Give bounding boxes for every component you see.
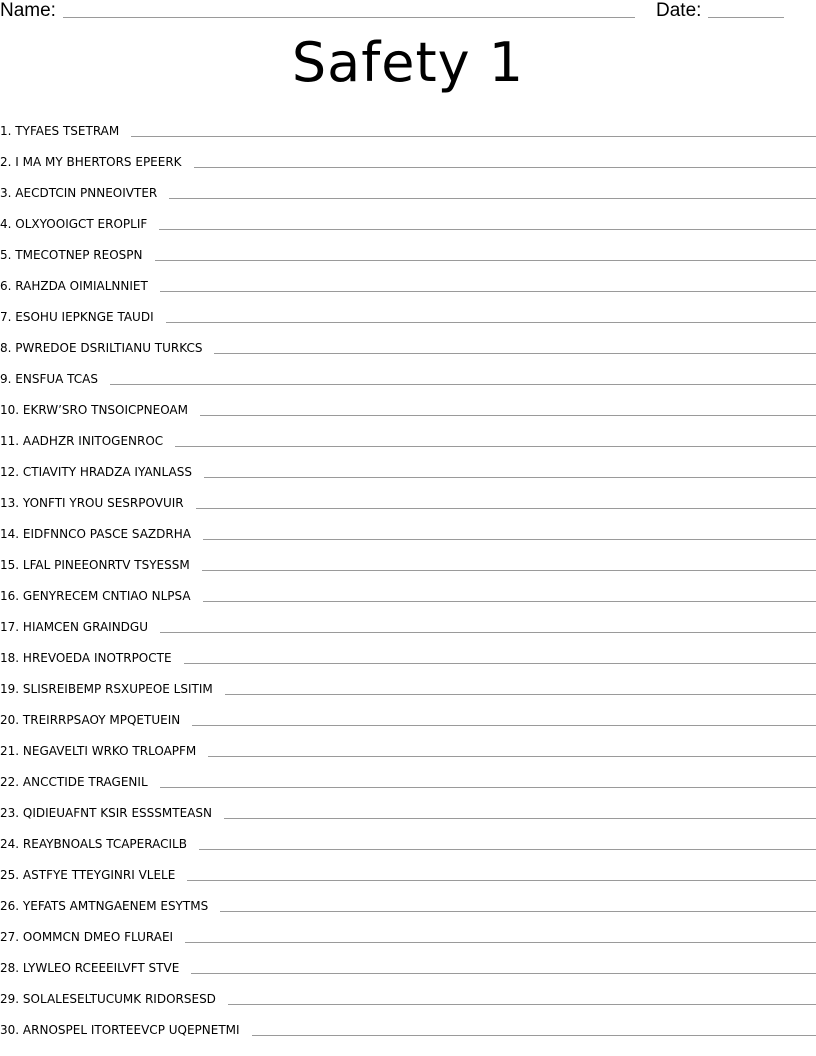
item-number: 28. xyxy=(0,961,20,975)
scrambled-word-label xyxy=(0,743,208,760)
scrambled-word-label xyxy=(0,433,175,450)
scrambled-text: TREIRRPSAOY MPQETUEIN xyxy=(22,713,181,727)
scrambled-word-label xyxy=(0,774,160,791)
answer-line[interactable] xyxy=(169,198,816,199)
list-item xyxy=(0,390,816,421)
answer-line[interactable] xyxy=(160,632,816,633)
answer-line[interactable] xyxy=(160,787,816,788)
list-item xyxy=(0,111,816,142)
list-item xyxy=(0,700,816,731)
scrambled-text: ARNOSPEL ITORTEEVCP UQEPNETMI xyxy=(22,1023,240,1037)
scrambled-text: ANCCTIDE TRAGENIL xyxy=(22,775,148,789)
list-item xyxy=(0,142,816,173)
scrambled-text: HIAMCEN GRAINDGU xyxy=(22,620,148,634)
scrambled-text: LFAL PINEEONRTV TSYESSM xyxy=(22,558,190,572)
scrambled-text: AADHZR INITOGENROC xyxy=(22,434,164,448)
scrambled-word-label xyxy=(0,1022,252,1039)
scrambled-text: PWREDOE DSRILTIANU TURKCS xyxy=(15,341,203,355)
scrambled-text: GENYRECEM CNTIAO NLPSA xyxy=(22,589,191,603)
list-item xyxy=(0,855,816,886)
scrambled-word-label xyxy=(0,247,155,264)
list-item xyxy=(0,979,816,1010)
scrambled-text: HREVOEDA INOTRPOCTE xyxy=(22,651,172,665)
list-item xyxy=(0,452,816,483)
list-item xyxy=(0,328,816,359)
answer-line[interactable] xyxy=(204,477,816,478)
item-number: 12. xyxy=(0,465,20,479)
scrambled-word-label xyxy=(0,805,224,822)
answer-line[interactable] xyxy=(203,539,816,540)
answer-line[interactable] xyxy=(225,694,816,695)
list-item xyxy=(0,483,816,514)
scrambled-word-label xyxy=(0,526,203,543)
scrambled-word-label xyxy=(0,588,203,605)
item-number: 5. xyxy=(0,248,12,262)
item-number: 23. xyxy=(0,806,20,820)
answer-line[interactable] xyxy=(185,942,816,943)
scrambled-text: OOMMCN DMEO FLURAEI xyxy=(22,930,174,944)
answer-line[interactable] xyxy=(202,570,816,571)
item-number: 2. xyxy=(0,155,12,169)
list-item xyxy=(0,886,816,917)
item-number: 3. xyxy=(0,186,12,200)
list-item xyxy=(0,173,816,204)
scrambled-word-label xyxy=(0,340,214,357)
item-number: 11. xyxy=(0,434,20,448)
list-item xyxy=(0,1010,816,1041)
answer-line[interactable] xyxy=(191,973,816,974)
answer-line[interactable] xyxy=(199,849,816,850)
answer-line[interactable] xyxy=(214,353,816,354)
scrambled-text: ESOHU IEPKNGE TAUDI xyxy=(15,310,154,324)
scrambled-text: YONFTI YROU SESRPOVUIR xyxy=(22,496,184,510)
answer-line[interactable] xyxy=(196,508,816,509)
answer-line[interactable] xyxy=(175,446,816,447)
list-item xyxy=(0,793,816,824)
item-number: 15. xyxy=(0,558,20,572)
item-number: 6. xyxy=(0,279,12,293)
list-item xyxy=(0,421,816,452)
item-number: 7. xyxy=(0,310,12,324)
answer-line[interactable] xyxy=(208,756,816,757)
answer-line[interactable] xyxy=(224,818,816,819)
scrambled-word-label xyxy=(0,123,131,140)
item-number: 19. xyxy=(0,682,20,696)
item-number: 18. xyxy=(0,651,20,665)
scrambled-text: OLXYOOIGCT EROPLIF xyxy=(15,217,148,231)
answer-line[interactable] xyxy=(110,384,816,385)
name-label: Name: xyxy=(0,0,56,21)
item-number: 30. xyxy=(0,1023,20,1037)
scrambled-text: TYFAES TSETRAM xyxy=(15,124,120,138)
scrambled-text: EKRW’SRO TNSOICPNEOAM xyxy=(22,403,188,417)
scrambled-text: NEGAVELTI WRKO TRLOAPFM xyxy=(22,744,197,758)
item-number: 16. xyxy=(0,589,20,603)
item-number: 24. xyxy=(0,837,20,851)
list-item xyxy=(0,576,816,607)
answer-line[interactable] xyxy=(166,322,816,323)
scrambled-word-label xyxy=(0,619,160,636)
list-item xyxy=(0,204,816,235)
scrambled-text: YEFATS AMTNGAENEM ESYTMS xyxy=(22,899,209,913)
scrambled-text: ENSFUA TCAS xyxy=(15,372,98,386)
scrambled-word-label xyxy=(0,836,199,853)
list-item xyxy=(0,545,816,576)
list-item xyxy=(0,297,816,328)
list-item xyxy=(0,607,816,638)
scrambled-word-label xyxy=(0,681,225,698)
worksheet-header xyxy=(0,0,816,26)
scrambled-text: CTIAVITY HRADZA IYANLASS xyxy=(22,465,192,479)
list-item xyxy=(0,669,816,700)
answer-line[interactable] xyxy=(220,911,816,912)
answer-line[interactable] xyxy=(194,167,816,168)
scrambled-text: EIDFNNCO PASCE SAZDRHA xyxy=(22,527,191,541)
item-number: 21. xyxy=(0,744,20,758)
scrambled-word-label xyxy=(0,867,187,884)
scrambled-word-label xyxy=(0,495,196,512)
answer-line[interactable] xyxy=(131,136,816,137)
scrambled-text: SOLALESELTUCUMK RIDORSESD xyxy=(22,992,216,1006)
scrambled-word-label xyxy=(0,402,200,419)
item-number: 8. xyxy=(0,341,12,355)
scrambled-word-label xyxy=(0,278,160,295)
scrambled-word-label xyxy=(0,898,220,915)
answer-line[interactable] xyxy=(155,260,816,261)
list-item xyxy=(0,359,816,390)
scrambled-text: RAHZDA OIMIALNNIET xyxy=(15,279,148,293)
scrambled-word-label xyxy=(0,929,185,946)
item-number: 13. xyxy=(0,496,20,510)
date-label: Date: xyxy=(656,0,702,21)
list-item xyxy=(0,948,816,979)
answer-line[interactable] xyxy=(159,229,816,230)
scrambled-word-label xyxy=(0,185,169,202)
scrambled-text: AECDTCIN PNNEOIVTER xyxy=(15,186,158,200)
answer-line[interactable] xyxy=(184,663,816,664)
scrambled-text: LYWLEO RCEEEILVFT STVE xyxy=(22,961,180,975)
item-number: 17. xyxy=(0,620,20,634)
scrambled-word-label xyxy=(0,991,228,1008)
scrambled-word-label xyxy=(0,216,159,233)
item-number: 9. xyxy=(0,372,12,386)
item-number: 20. xyxy=(0,713,20,727)
item-number: 1. xyxy=(0,124,12,138)
answer-line[interactable] xyxy=(228,1004,816,1005)
answer-line[interactable] xyxy=(187,880,816,881)
scrambled-word-label xyxy=(0,309,166,326)
item-number: 29. xyxy=(0,992,20,1006)
item-number: 22. xyxy=(0,775,20,789)
list-item xyxy=(0,638,816,669)
item-number: 27. xyxy=(0,930,20,944)
scrambled-word-label xyxy=(0,960,191,977)
name-answer-line[interactable] xyxy=(63,17,635,18)
scrambled-text: REAYBNOALS TCAPERACILB xyxy=(22,837,187,851)
scrambled-text: ASTFYE TTEYGINRI VLELE xyxy=(22,868,176,882)
answer-line[interactable] xyxy=(200,415,816,416)
list-item xyxy=(0,235,816,266)
scrambled-word-label xyxy=(0,557,202,574)
scrambled-text: TMECOTNEP REOSPN xyxy=(15,248,143,262)
date-answer-line[interactable] xyxy=(708,17,784,18)
item-number: 25. xyxy=(0,868,20,882)
list-item xyxy=(0,731,816,762)
item-number: 26. xyxy=(0,899,20,913)
list-item xyxy=(0,266,816,297)
list-item xyxy=(0,514,816,545)
scrambled-word-label xyxy=(0,154,194,171)
answer-line[interactable] xyxy=(192,725,816,726)
scrambled-word-label xyxy=(0,712,192,729)
scrambled-word-label xyxy=(0,464,204,481)
answer-line[interactable] xyxy=(160,291,816,292)
item-number: 4. xyxy=(0,217,12,231)
item-number: 10. xyxy=(0,403,20,417)
answer-line[interactable] xyxy=(252,1035,816,1036)
list-item xyxy=(0,917,816,948)
scrambled-text: I MA MY BHERTORS EPEERK xyxy=(15,155,182,169)
scrambled-text: SLISREIBEMP RSXUPEOE LSITIM xyxy=(22,682,213,696)
scrambled-word-label xyxy=(0,650,184,667)
scrambled-text: QIDIEUAFNT KSIR ESSSMTEASN xyxy=(22,806,212,820)
item-number: 14. xyxy=(0,527,20,541)
page-title: Safety 1 xyxy=(291,31,525,94)
scrambled-word-label xyxy=(0,371,110,388)
answer-line[interactable] xyxy=(203,601,816,602)
list-item xyxy=(0,824,816,855)
list-item xyxy=(0,762,816,793)
scramble-list xyxy=(0,111,816,1041)
